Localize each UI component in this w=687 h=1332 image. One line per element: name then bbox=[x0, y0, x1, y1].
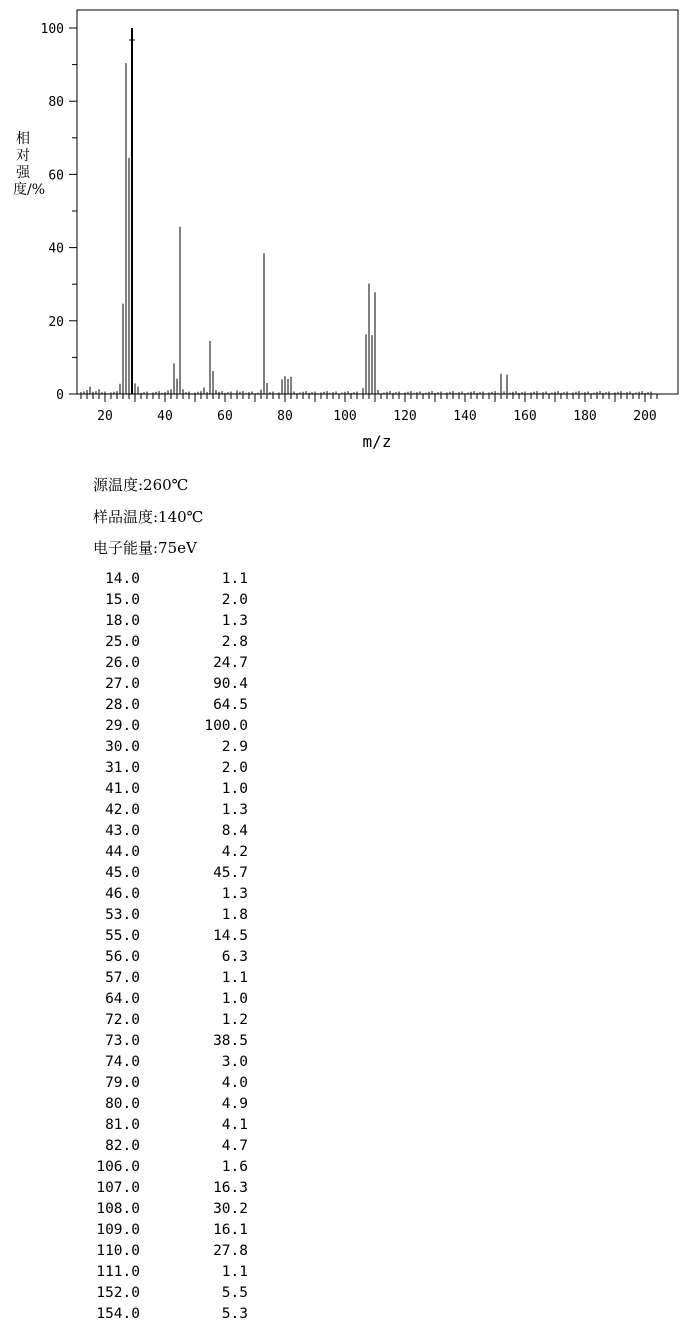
peak-row bbox=[70, 989, 260, 1010]
peak-intensity: 3.0 bbox=[221, 1054, 248, 1070]
peak-row bbox=[70, 758, 260, 779]
peak-row bbox=[70, 1199, 260, 1220]
peak-mz: 45.0 bbox=[105, 865, 140, 881]
peak-row bbox=[70, 1157, 260, 1178]
peak-row bbox=[70, 1073, 260, 1094]
peak-intensity: 1.3 bbox=[221, 886, 248, 902]
peak-list-table bbox=[70, 569, 260, 1325]
x-tick-label: 120 bbox=[393, 409, 417, 424]
peak-row bbox=[70, 653, 260, 674]
peak-mz: 26.0 bbox=[105, 655, 140, 671]
peak-mz: 30.0 bbox=[105, 739, 140, 755]
peak-mz: 73.0 bbox=[105, 1033, 140, 1049]
x-axis-ticks bbox=[81, 394, 657, 402]
peak-row bbox=[70, 842, 260, 863]
peak-row bbox=[70, 716, 260, 737]
peak-intensity: 4.9 bbox=[221, 1096, 248, 1112]
peak-row bbox=[70, 695, 260, 716]
peak-mz: 55.0 bbox=[105, 928, 140, 944]
peak-intensity: 2.8 bbox=[221, 634, 248, 650]
peak-mz: 74.0 bbox=[105, 1054, 140, 1070]
x-tick-label: 20 bbox=[97, 409, 113, 424]
peak-row bbox=[70, 737, 260, 758]
y-tick-label: 80 bbox=[48, 95, 64, 111]
peak-intensity: 8.4 bbox=[221, 823, 248, 839]
peak-mz: 53.0 bbox=[105, 907, 140, 923]
peak-intensity: 16.3 bbox=[213, 1180, 248, 1196]
peak-row bbox=[70, 1115, 260, 1136]
peak-row bbox=[70, 968, 260, 989]
peak-mz: 57.0 bbox=[105, 970, 140, 986]
peak-intensity: 2.0 bbox=[221, 592, 248, 608]
x-tick-label: 200 bbox=[633, 409, 657, 424]
y-tick-label: 100 bbox=[40, 22, 64, 37]
peak-mz: 64.0 bbox=[105, 991, 140, 1007]
peak-intensity: 4.1 bbox=[221, 1117, 248, 1133]
peak-intensity: 1.1 bbox=[221, 1264, 248, 1280]
peak-intensity: 1.3 bbox=[221, 802, 248, 818]
peak-row bbox=[70, 569, 260, 590]
peak-row bbox=[70, 1304, 260, 1325]
peak-mz: 107.0 bbox=[96, 1180, 140, 1196]
plot-frame bbox=[77, 10, 678, 394]
electron-energy: 电子能量:75eV bbox=[93, 539, 197, 557]
peak-mz: 82.0 bbox=[105, 1138, 140, 1154]
peak-intensity: 2.0 bbox=[221, 760, 248, 776]
peak-row bbox=[70, 884, 260, 905]
peak-row bbox=[70, 1241, 260, 1262]
peak-intensity: 1.0 bbox=[221, 991, 248, 1007]
peak-intensity: 1.1 bbox=[221, 571, 248, 587]
x-tick-label: 100 bbox=[333, 409, 357, 424]
x-tick-label: 180 bbox=[573, 409, 597, 424]
peak-row bbox=[70, 1094, 260, 1115]
x-tick-label: 60 bbox=[217, 409, 233, 424]
peak-intensity: 2.9 bbox=[221, 739, 248, 755]
peak-row bbox=[70, 590, 260, 611]
peak-intensity: 1.6 bbox=[221, 1159, 248, 1175]
peak-mz: 28.0 bbox=[105, 697, 140, 713]
peak-intensity: 24.7 bbox=[213, 655, 248, 671]
peak-mz: 25.0 bbox=[105, 634, 140, 650]
peak-intensity: 90.4 bbox=[213, 676, 248, 692]
major-peaks bbox=[87, 28, 507, 394]
peak-row bbox=[70, 611, 260, 632]
peak-mz: 44.0 bbox=[105, 844, 140, 860]
peak-row bbox=[70, 1052, 260, 1073]
peak-row bbox=[70, 926, 260, 947]
y-axis-ticks bbox=[69, 28, 77, 394]
peak-row bbox=[70, 779, 260, 800]
peak-row bbox=[70, 800, 260, 821]
y-tick-label: 40 bbox=[48, 241, 64, 257]
peak-row bbox=[70, 674, 260, 695]
peak-mz: 42.0 bbox=[105, 802, 140, 818]
peak-row bbox=[70, 1283, 260, 1304]
peak-row bbox=[70, 1262, 260, 1283]
peak-mz: 18.0 bbox=[105, 613, 140, 629]
peak-mz: 29.0 bbox=[105, 718, 140, 734]
peak-mz: 110.0 bbox=[96, 1243, 140, 1259]
peak-intensity: 1.3 bbox=[221, 613, 248, 629]
peak-intensity: 1.2 bbox=[221, 1012, 248, 1028]
peak-mz: 109.0 bbox=[96, 1222, 140, 1238]
peak-intensity: 38.5 bbox=[213, 1033, 248, 1049]
peak-mz: 154.0 bbox=[96, 1306, 140, 1322]
peak-mz: 79.0 bbox=[105, 1075, 140, 1091]
peak-row bbox=[70, 863, 260, 884]
peak-intensity: 4.0 bbox=[221, 1075, 248, 1091]
peak-mz: 14.0 bbox=[105, 571, 140, 587]
x-tick-label: 160 bbox=[513, 409, 537, 424]
peak-row bbox=[70, 1136, 260, 1157]
mass-spectrum-chart bbox=[0, 0, 687, 462]
peak-mz: 43.0 bbox=[105, 823, 140, 839]
peak-mz: 111.0 bbox=[96, 1264, 140, 1280]
peak-mz: 27.0 bbox=[105, 676, 140, 692]
peak-row bbox=[70, 821, 260, 842]
peak-row bbox=[70, 947, 260, 968]
peak-mz: 152.0 bbox=[96, 1285, 140, 1301]
peak-intensity: 30.2 bbox=[213, 1201, 248, 1217]
peak-row bbox=[70, 1178, 260, 1199]
peak-row bbox=[70, 1010, 260, 1031]
peak-mz: 31.0 bbox=[105, 760, 140, 776]
x-tick-label: 140 bbox=[453, 409, 477, 424]
y-tick-label: 20 bbox=[48, 314, 64, 330]
peak-row bbox=[70, 905, 260, 926]
x-axis-tick-labels bbox=[97, 409, 657, 424]
y-tick-label: 0 bbox=[56, 388, 64, 403]
peak-mz: 46.0 bbox=[105, 886, 140, 902]
x-tick-label: 40 bbox=[157, 409, 173, 424]
peak-intensity: 5.5 bbox=[221, 1285, 248, 1301]
x-axis-title: m/z bbox=[362, 432, 392, 451]
peak-mz: 72.0 bbox=[105, 1012, 140, 1028]
peak-mz: 108.0 bbox=[96, 1201, 140, 1217]
x-tick-label: 80 bbox=[277, 409, 293, 424]
peak-intensity: 16.1 bbox=[213, 1222, 248, 1238]
y-axis-title: 相对强度/% bbox=[13, 131, 46, 198]
y-axis-tick-labels bbox=[41, 22, 64, 403]
peak-row bbox=[70, 1220, 260, 1241]
peak-mz: 56.0 bbox=[105, 949, 140, 965]
peak-row bbox=[70, 1031, 260, 1052]
peak-intensity: 1.1 bbox=[221, 970, 248, 986]
peak-intensity: 1.0 bbox=[221, 781, 248, 797]
y-tick-label: 60 bbox=[48, 168, 64, 184]
peak-intensity: 27.8 bbox=[213, 1243, 248, 1259]
peak-mz: 15.0 bbox=[105, 592, 140, 608]
peak-intensity: 1.8 bbox=[221, 907, 248, 923]
peak-intensity: 4.2 bbox=[221, 844, 248, 860]
peak-intensity: 5.3 bbox=[221, 1306, 248, 1322]
peak-intensity: 100.0 bbox=[204, 718, 248, 734]
peak-intensity: 45.7 bbox=[213, 865, 248, 881]
peak-mz: 80.0 bbox=[105, 1096, 140, 1112]
peak-intensity: 4.7 bbox=[221, 1138, 248, 1154]
sample-temperature: 样品温度:140℃ bbox=[93, 507, 204, 526]
peak-mz: 81.0 bbox=[105, 1117, 140, 1133]
peak-row bbox=[70, 632, 260, 653]
peak-mz: 41.0 bbox=[105, 781, 140, 797]
source-temperature: 源温度:260℃ bbox=[93, 476, 189, 494]
peak-intensity: 6.3 bbox=[221, 949, 248, 965]
peak-intensity: 64.5 bbox=[213, 697, 248, 713]
peak-intensity: 14.5 bbox=[213, 928, 248, 944]
peak-mz: 106.0 bbox=[96, 1159, 140, 1175]
acquisition-conditions bbox=[93, 470, 203, 565]
